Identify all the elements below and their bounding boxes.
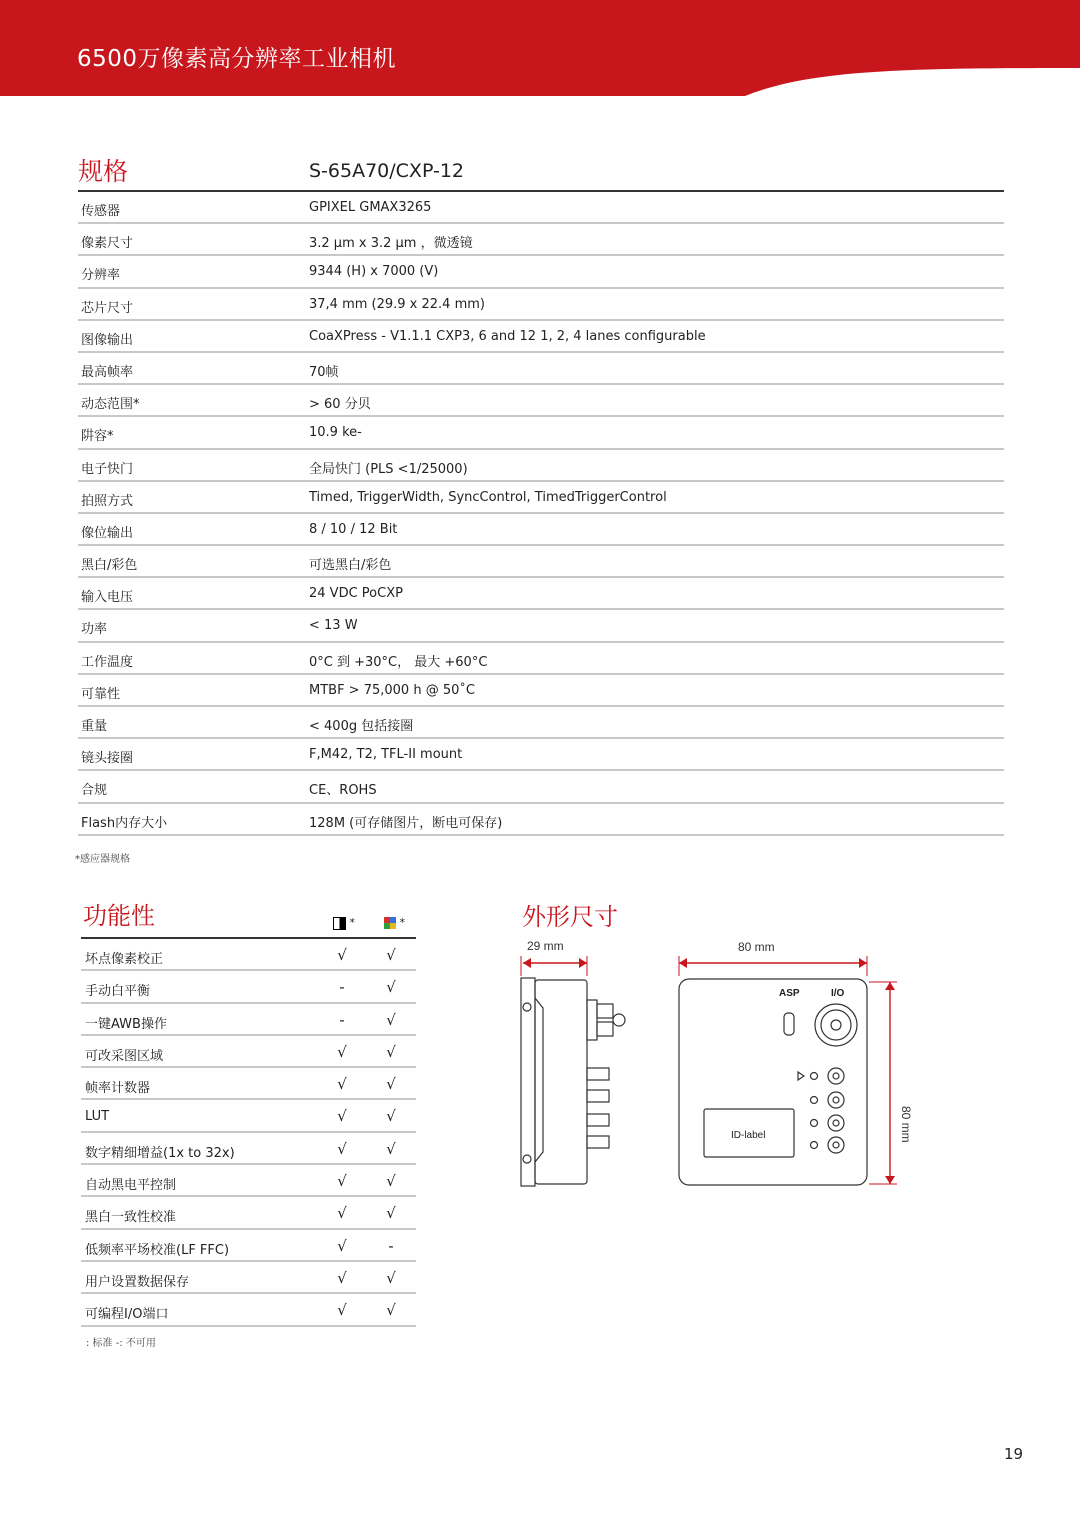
spec-value: 8 / 10 / 12 Bit	[309, 521, 398, 537]
feature-row	[81, 1262, 416, 1294]
header-banner	[0, 0, 1080, 100]
feature-row	[81, 1004, 416, 1036]
feature-label: 帧率计数器	[85, 1081, 151, 1097]
side-view	[521, 978, 625, 1186]
feature-row	[81, 1100, 416, 1132]
spec-row	[78, 482, 1004, 514]
feature-row	[81, 1230, 416, 1262]
spec-value: 10.9 ke-	[309, 425, 362, 441]
spec-value: 24 VDC PoCXP	[309, 586, 403, 602]
feature-row	[81, 1036, 416, 1068]
spec-row	[78, 771, 1004, 803]
feature-color-mark: √	[386, 946, 396, 964]
feature-mono-mark: -	[339, 978, 345, 997]
spec-label: 最高帧率	[81, 364, 134, 380]
spec-row	[78, 707, 1004, 739]
feature-label: 数字精细增益(1x to 32x)	[85, 1145, 235, 1161]
color-column-header	[384, 916, 405, 929]
feature-label: 手动白平衡	[85, 984, 151, 1000]
mono-icon	[333, 917, 346, 930]
feature-label: 低频率平场校准(LF FFC)	[85, 1242, 230, 1258]
feature-color-mark: √	[386, 1010, 396, 1029]
spec-value: MTBF > 75,000 h @ 50˚C	[309, 682, 475, 698]
spec-value: < 400g 包括接圈	[309, 719, 414, 734]
feature-mono-mark: √	[337, 1107, 347, 1126]
feature-label: LUT	[85, 1109, 110, 1125]
feature-color-mark: √	[386, 1204, 396, 1223]
front-height-label: 80 mm	[899, 1106, 913, 1143]
feature-row	[81, 1197, 416, 1229]
spec-row	[78, 610, 1004, 642]
specs-footnote: *感应器规格	[75, 854, 130, 865]
mono-column-header	[333, 916, 355, 930]
feature-row	[81, 1294, 416, 1326]
side-width-label: 29 mm	[527, 939, 564, 953]
spec-row	[78, 192, 1004, 224]
spec-value: CE、ROHS	[309, 783, 377, 799]
spec-label: 图像输出	[81, 332, 134, 348]
spec-row	[78, 804, 1004, 836]
spec-value: 0°C 到 +30°C， 最大 +60°C	[309, 654, 488, 670]
features-table	[81, 939, 416, 1327]
spec-label: 动态范围*	[81, 397, 140, 413]
feature-color-mark: √	[386, 1268, 396, 1287]
feature-mono-mark: √	[337, 1139, 347, 1158]
spec-row	[78, 739, 1004, 771]
spec-label: 重量	[81, 719, 108, 734]
feature-color-mark: √	[386, 1301, 396, 1320]
feature-label: 黑白一致性校准	[85, 1210, 177, 1226]
feature-color-mark: -	[388, 1236, 394, 1255]
color-star: *	[399, 916, 405, 929]
spec-row	[78, 417, 1004, 449]
color-icon	[384, 917, 396, 929]
feature-mono-mark: -	[339, 1010, 345, 1029]
spec-row	[78, 321, 1004, 353]
asp-label: ASP	[779, 988, 800, 999]
spec-row	[78, 578, 1004, 610]
feature-row	[81, 971, 416, 1003]
spec-label: 可靠性	[81, 686, 121, 702]
feature-label: 自动黑电平控制	[85, 1178, 177, 1194]
spec-label: 合规	[81, 783, 108, 799]
model-name: S-65A70/CXP-12	[309, 160, 465, 182]
feature-mono-mark: √	[337, 946, 347, 964]
mono-star: *	[349, 916, 355, 929]
front-width-dimension	[679, 940, 867, 976]
spec-row	[78, 256, 1004, 288]
feature-row	[81, 939, 416, 971]
feature-mono-mark: √	[337, 1268, 347, 1287]
dimensions-heading: 外形尺寸	[522, 903, 618, 931]
spec-row	[78, 385, 1004, 417]
spec-label: 芯片尺寸	[81, 300, 134, 316]
feature-color-mark: √	[386, 1042, 396, 1061]
feature-label: 用户设置数据保存	[85, 1274, 190, 1290]
feature-row	[81, 1165, 416, 1197]
spec-label: 像位输出	[81, 525, 134, 541]
spec-label: 镜头接圈	[81, 751, 134, 767]
page-title: 6500万像素高分辨率工业相机	[77, 46, 397, 72]
spec-row	[78, 675, 1004, 707]
specs-heading: 规格	[78, 157, 129, 186]
spec-label: 电子快门	[81, 461, 134, 477]
feature-mono-mark: √	[337, 1042, 347, 1061]
spec-row	[78, 289, 1004, 321]
specs-table	[78, 192, 1004, 836]
dimension-drawing	[505, 930, 925, 1200]
spec-row	[78, 546, 1004, 578]
spec-value: CoaXPress - V1.1.1 CXP3, 6 and 12 1, 2, 4 lanes configurable	[309, 328, 706, 344]
spec-label: 传感器	[81, 204, 121, 219]
spec-value: > 60 分贝	[309, 397, 371, 413]
feature-color-mark: √	[386, 1139, 396, 1158]
spec-label: 输入电压	[81, 590, 134, 606]
spec-value: GPIXEL GMAX3265	[309, 200, 432, 215]
page-number: 19	[1004, 1445, 1024, 1463]
feature-label: 坏点像素校正	[85, 952, 164, 967]
spec-value: Timed, TriggerWidth, SyncControl, TimedTriggerControl	[309, 489, 667, 505]
front-width-label: 80 mm	[738, 940, 775, 954]
side-width-dimension	[521, 939, 587, 976]
spec-value: 全局快门 (PLS <1/25000)	[309, 461, 468, 477]
feature-mono-mark: √	[337, 1301, 347, 1320]
spec-label: 工作温度	[81, 654, 134, 670]
feature-color-mark: √	[386, 1075, 396, 1094]
spec-label: 像素尺寸	[81, 236, 134, 252]
spec-value: 128M (可存储图片，断电可保存)	[309, 815, 503, 831]
feature-label: 可改采图区域	[85, 1048, 164, 1064]
spec-value: 37,4 mm (29.9 x 22.4 mm)	[309, 296, 485, 312]
spec-row	[78, 450, 1004, 482]
feature-color-mark: √	[386, 1107, 396, 1126]
spec-label: 拍照方式	[81, 493, 134, 509]
spec-row	[78, 353, 1004, 385]
spec-row	[78, 224, 1004, 256]
spec-value: < 13 W	[309, 618, 358, 634]
front-view	[679, 979, 867, 1185]
spec-value: 可选黑白/彩色	[309, 558, 392, 574]
features-heading: 功能性	[83, 902, 155, 930]
feature-mono-mark: √	[337, 1172, 347, 1191]
id-label: ID-label	[731, 1130, 766, 1141]
feature-color-mark: √	[386, 978, 396, 997]
feature-color-mark: √	[386, 1172, 396, 1191]
spec-label: 功率	[81, 622, 108, 638]
feature-row	[81, 1068, 416, 1100]
io-label: I/O	[831, 988, 845, 999]
spec-label: 黑白/彩色	[81, 558, 138, 574]
spec-value: 9344 (H) x 7000 (V)	[309, 264, 439, 280]
spec-row	[78, 514, 1004, 546]
feature-mono-mark: √	[337, 1075, 347, 1094]
features-footnote: : 标准 -: 不可用	[86, 1338, 156, 1349]
spec-label: Flash内存大小	[81, 815, 168, 831]
spec-row	[78, 643, 1004, 675]
spec-value: F,M42, T2, TFL-II mount	[309, 747, 463, 763]
spec-value: 70帧	[309, 364, 339, 380]
feature-row	[81, 1133, 416, 1165]
feature-mono-mark: √	[337, 1236, 347, 1255]
feature-label: 一键AWB操作	[85, 1016, 167, 1032]
spec-value: 3.2 μm x 3.2 μm ，微透镜	[309, 236, 473, 252]
spec-label: 分辨率	[81, 268, 121, 284]
feature-label: 可编程I/O端口	[85, 1307, 169, 1323]
front-height-dimension	[869, 982, 913, 1184]
spec-label: 阱容*	[81, 429, 114, 445]
feature-mono-mark: √	[337, 1204, 347, 1223]
